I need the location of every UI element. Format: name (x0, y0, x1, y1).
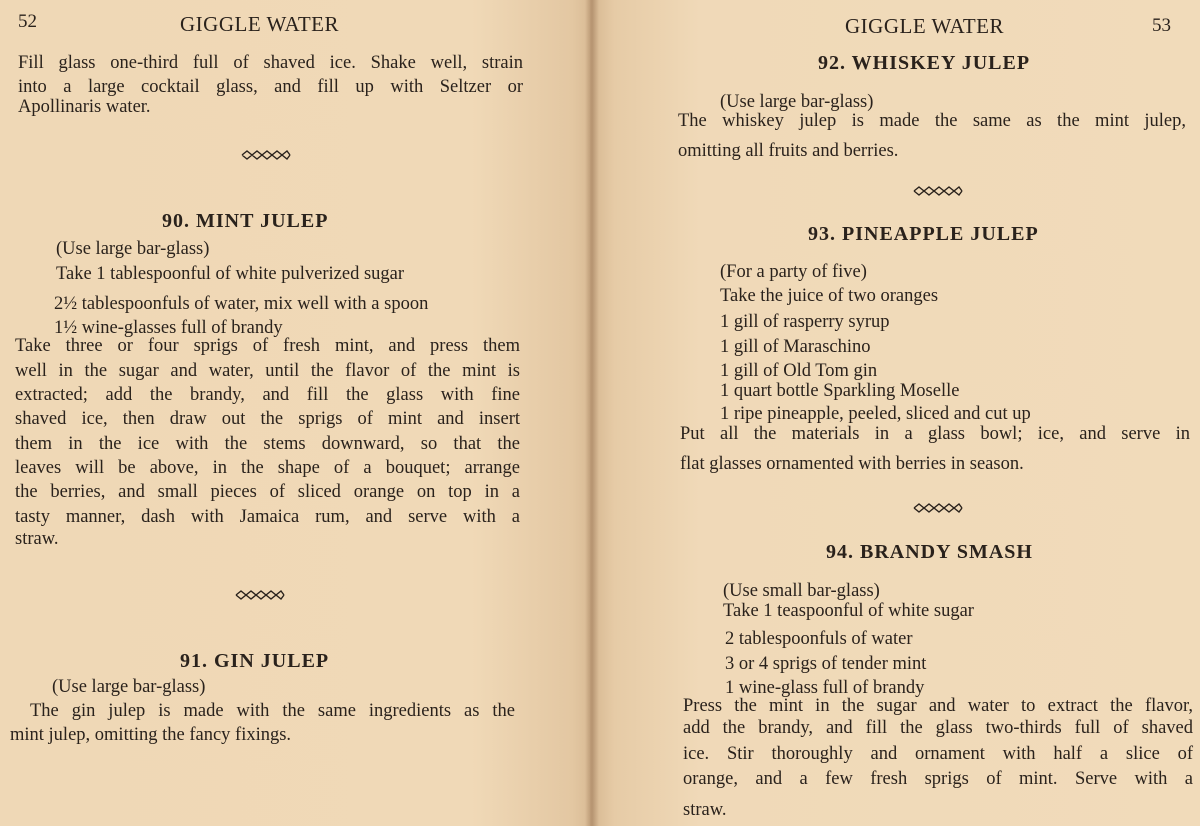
ingredient-line: Take the juice of two oranges (720, 286, 939, 306)
glass-note: (Use large bar-glass) (52, 677, 206, 697)
ingredient-line: Take 1 tablespoonful of white pulverized sugar (56, 264, 405, 284)
text-line: them in the ice with the stems downward, so that the (15, 434, 520, 454)
ingredient-line: 3 or 4 sprigs of tender mint (725, 654, 927, 674)
book-gutter (585, 0, 599, 826)
text-line: the berries, and small pieces of sliced orange on top in a (15, 482, 520, 502)
page-number: 52 (18, 11, 37, 32)
text-line: into a large cocktail glass, and fill up with Seltzer or (18, 77, 523, 97)
glass-note: (For a party of five) (720, 262, 867, 282)
ornament-divider (240, 150, 292, 160)
running-head: GIGGLE WATER (845, 14, 1005, 38)
text-line: Take three or four sprigs of fresh mint, and press them (15, 336, 520, 356)
ingredient-line: 1 wine-glass full of brandy (725, 678, 925, 698)
recipe-title: 92. WHISKEY JULEP (818, 52, 1031, 74)
text-line: well in the sugar and water, until the flavor of the mint is (15, 361, 520, 381)
right-page (590, 0, 1200, 826)
text-line: add the brandy, and fill the glass two-thirds full of shaved (683, 718, 1193, 738)
text-line: tasty manner, dash with Jamaica rum, and serve with a (15, 507, 520, 527)
ingredient-line: 2 tablespoonfuls of water (725, 629, 913, 649)
text-line: Put all the materials in a glass bowl; ice, and serve in (680, 424, 1190, 444)
recipe-title: 94. BRANDY SMASH (826, 541, 1033, 563)
ornament-divider (234, 590, 286, 600)
glass-note: (Use large bar-glass) (720, 92, 874, 112)
text-line: The whiskey julep is made the same as the mint julep, (678, 111, 1186, 131)
text-line: orange, and a few fresh sprigs of mint. Serve with a (683, 769, 1193, 789)
ingredient-line: Take 1 teaspoonful of white sugar (723, 601, 974, 621)
recipe-title: 93. PINEAPPLE JULEP (808, 223, 1039, 245)
ingredient-line: 1 quart bottle Sparkling Moselle (720, 381, 960, 401)
ingredient-line: 1 gill of rasperry syrup (720, 312, 890, 332)
text-line: straw. (15, 529, 59, 549)
recipe-title: 90. MINT JULEP (162, 210, 329, 232)
ingredient-line: 1½ wine-glasses full of brandy (54, 318, 283, 338)
text-line: The gin julep is made with the same ingredients as the (30, 701, 515, 721)
ornament-divider (912, 186, 964, 196)
ingredient-line: 1 ripe pineapple, peeled, sliced and cut up (720, 404, 1031, 424)
page-number: 53 (1152, 15, 1171, 36)
ingredient-line: 1 gill of Maraschino (720, 337, 871, 357)
text-line: ice. Stir thoroughly and ornament with half a slice of (683, 744, 1193, 764)
glass-note: (Use small bar-glass) (723, 581, 880, 601)
text-line: flat glasses ornamented with berries in season. (680, 454, 1024, 474)
text-line: mint julep, omitting the fancy fixings. (10, 725, 292, 745)
recipe-title: 91. GIN JULEP (180, 650, 330, 672)
ornament-divider (912, 503, 964, 513)
text-line: Apollinaris water. (18, 97, 151, 117)
text-line: shaved ice, then draw out the sprigs of mint and insert (15, 409, 520, 429)
text-line: Press the mint in the sugar and water to extract the flavor, (683, 696, 1193, 716)
glass-note: (Use large bar-glass) (56, 239, 210, 259)
ingredient-line: 2½ tablespoonfuls of water, mix well with a spoon (54, 294, 429, 314)
running-head: GIGGLE WATER (180, 12, 340, 36)
text-line: Fill glass one-third full of shaved ice. Shake well, strain (18, 53, 523, 73)
text-line: omitting all fruits and berries. (678, 141, 899, 161)
text-line: extracted; add the brandy, and fill the glass with fine (15, 385, 520, 405)
text-line: leaves will be above, in the shape of a bouquet; arrange (15, 458, 520, 478)
ingredient-line: 1 gill of Old Tom gin (720, 361, 878, 381)
left-page (0, 0, 590, 826)
text-line: straw. (683, 800, 727, 820)
